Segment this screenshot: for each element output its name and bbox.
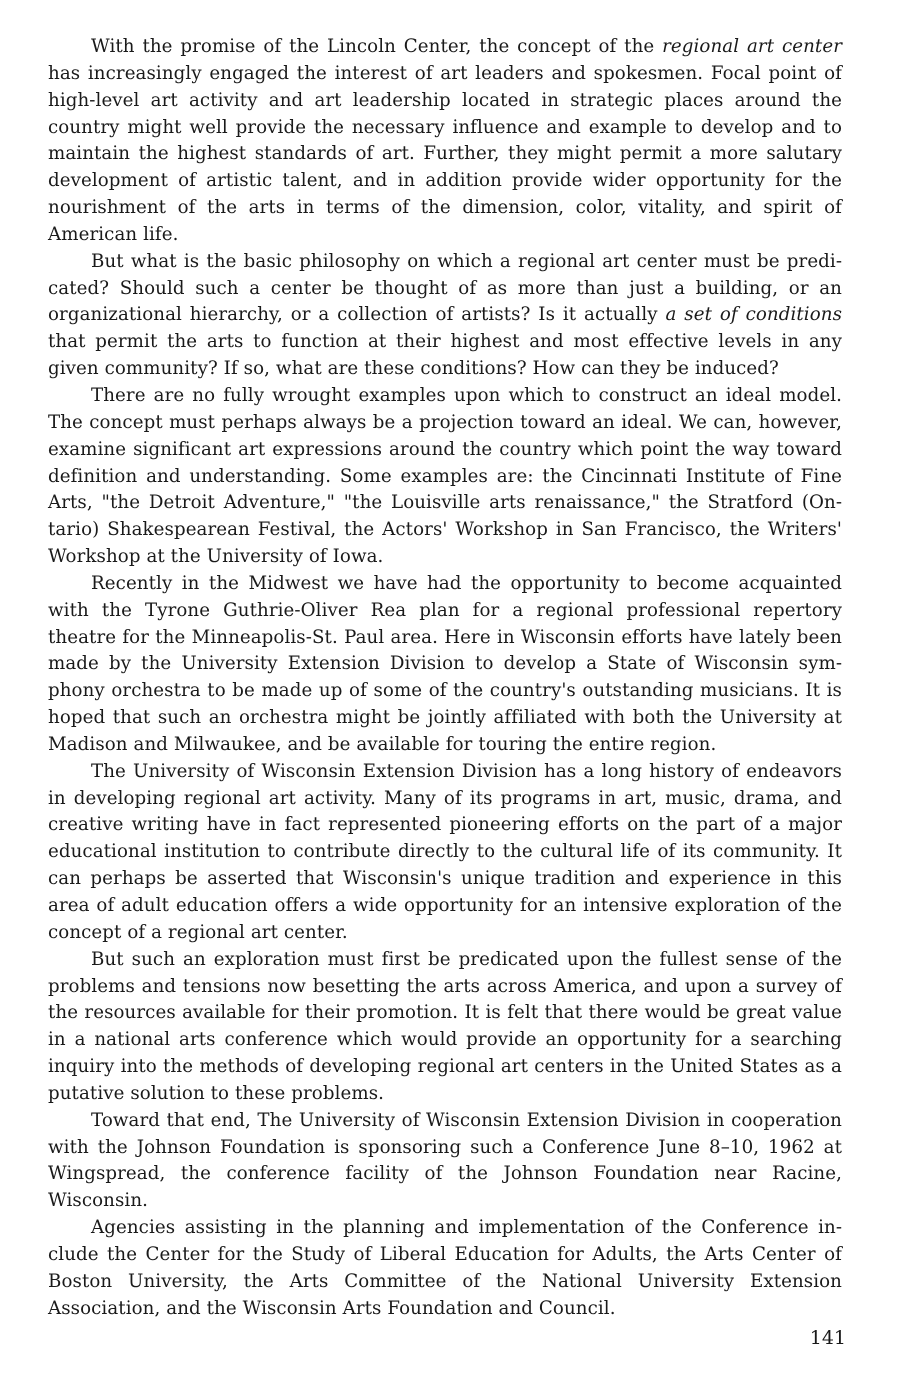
italic-emphasis: a set of conditions (665, 304, 843, 326)
paragraph-1: With the promise of the Lincoln Center, the concept of the regional art center has increasingly engaged the interest of art leaders and spokesmen. Focal point of high-level art activity and art leadership located in strategic places around the country might well provide the necessary influence and example to develop and to maintain the highest standards of art. Further, they might permit a more salutary development of artistic talent, and in addition provide wider opportunity for the nourishment of the arts in terms of the dimension, color, vitality, and spirit of American life. (48, 36, 842, 245)
paragraph-3: There are no fully wrought examples upon which to construct an ideal model. The concept must perhaps always be a projection toward an ideal. We can, however, examine significant art expressions around the country which point the way toward definition and understanding. Some examples are: the Cincinnati Institute of Fine Arts, "the Detroit Adventure," "the Louisville arts renaissance," the Stratford (Ontario) Shakespearean Festival, the Actors' Workshop in San Francisco, the Writers' Workshop at the University of Iowa. (48, 384, 842, 568)
paragraph-2: But what is the basic philosophy on which a regional art center must be predicated? Should such a center be thought of as more than just a building, or an organizational hierarchy, or a collection of artists? Is it actually a set of conditions that permit the arts to function at their highest and most effective levels in any given community? If so, what are these conditions? How can they be induced? (48, 250, 843, 380)
italic-emphasis: regional art center (662, 36, 842, 57)
page-body (48, 34, 842, 1323)
paragraph-7: Toward that end, The University of Wisconsin Extension Division in cooperation with the Johnson Foundation is sponsoring such a Conference June 8–10, 1962 at Wingspread, the conference facility of the Johnson Foundation near Racine, Wisconsin. (48, 1109, 842, 1212)
paragraph-8: Agencies assisting in the planning and implementation of the Conference include the Center for the Study of Liberal Education for Adults, the Arts Center of Boston University, the Arts Committee of the National University Extension Association, and the Wisconsin Arts Foundation and Council. (48, 1217, 842, 1319)
paragraph-6: But such an exploration must first be predicated upon the fullest sense of the problems and tensions now besetting the arts across America, and upon a survey of the resources available for their promotion. It is felt that there would be great value in a national arts conference which would provide an opportunity for a searching inquiry into the methods of developing regional art centers in the United States as a putative solution to these problems. (48, 948, 842, 1104)
paragraph-4: Recently in the Midwest we have had the opportunity to become acquainted with the Tyrone Guthrie-Oliver Rea plan for a regional professional repertory theatre for the Minneapolis-St. Paul area. Here in Wisconsin efforts have lately been made by the University Extension Division to develop a State of Wisconsin symphony orchestra to be made up of some of the country's outstanding musicians. It is hoped that such an orchestra might be jointly affiliated with both the University at Madison and Milwaukee, and be available for touring the entire region. (48, 572, 842, 755)
page-number: 141 (809, 1327, 846, 1349)
paragraph-5: The University of Wisconsin Extension Division has a long history of endeavors in developing regional art activity. Many of its programs in art, music, drama, and creative writing have in fact represented pioneering efforts on the part of a major educational institution to contribute directly to the cultural life of its community. It can perhaps be asserted that Wisconsin's unique tradition and experience in this area of adult education offers a wide opportunity for an intensive exploration of the concept of a regional art center. (48, 760, 842, 943)
